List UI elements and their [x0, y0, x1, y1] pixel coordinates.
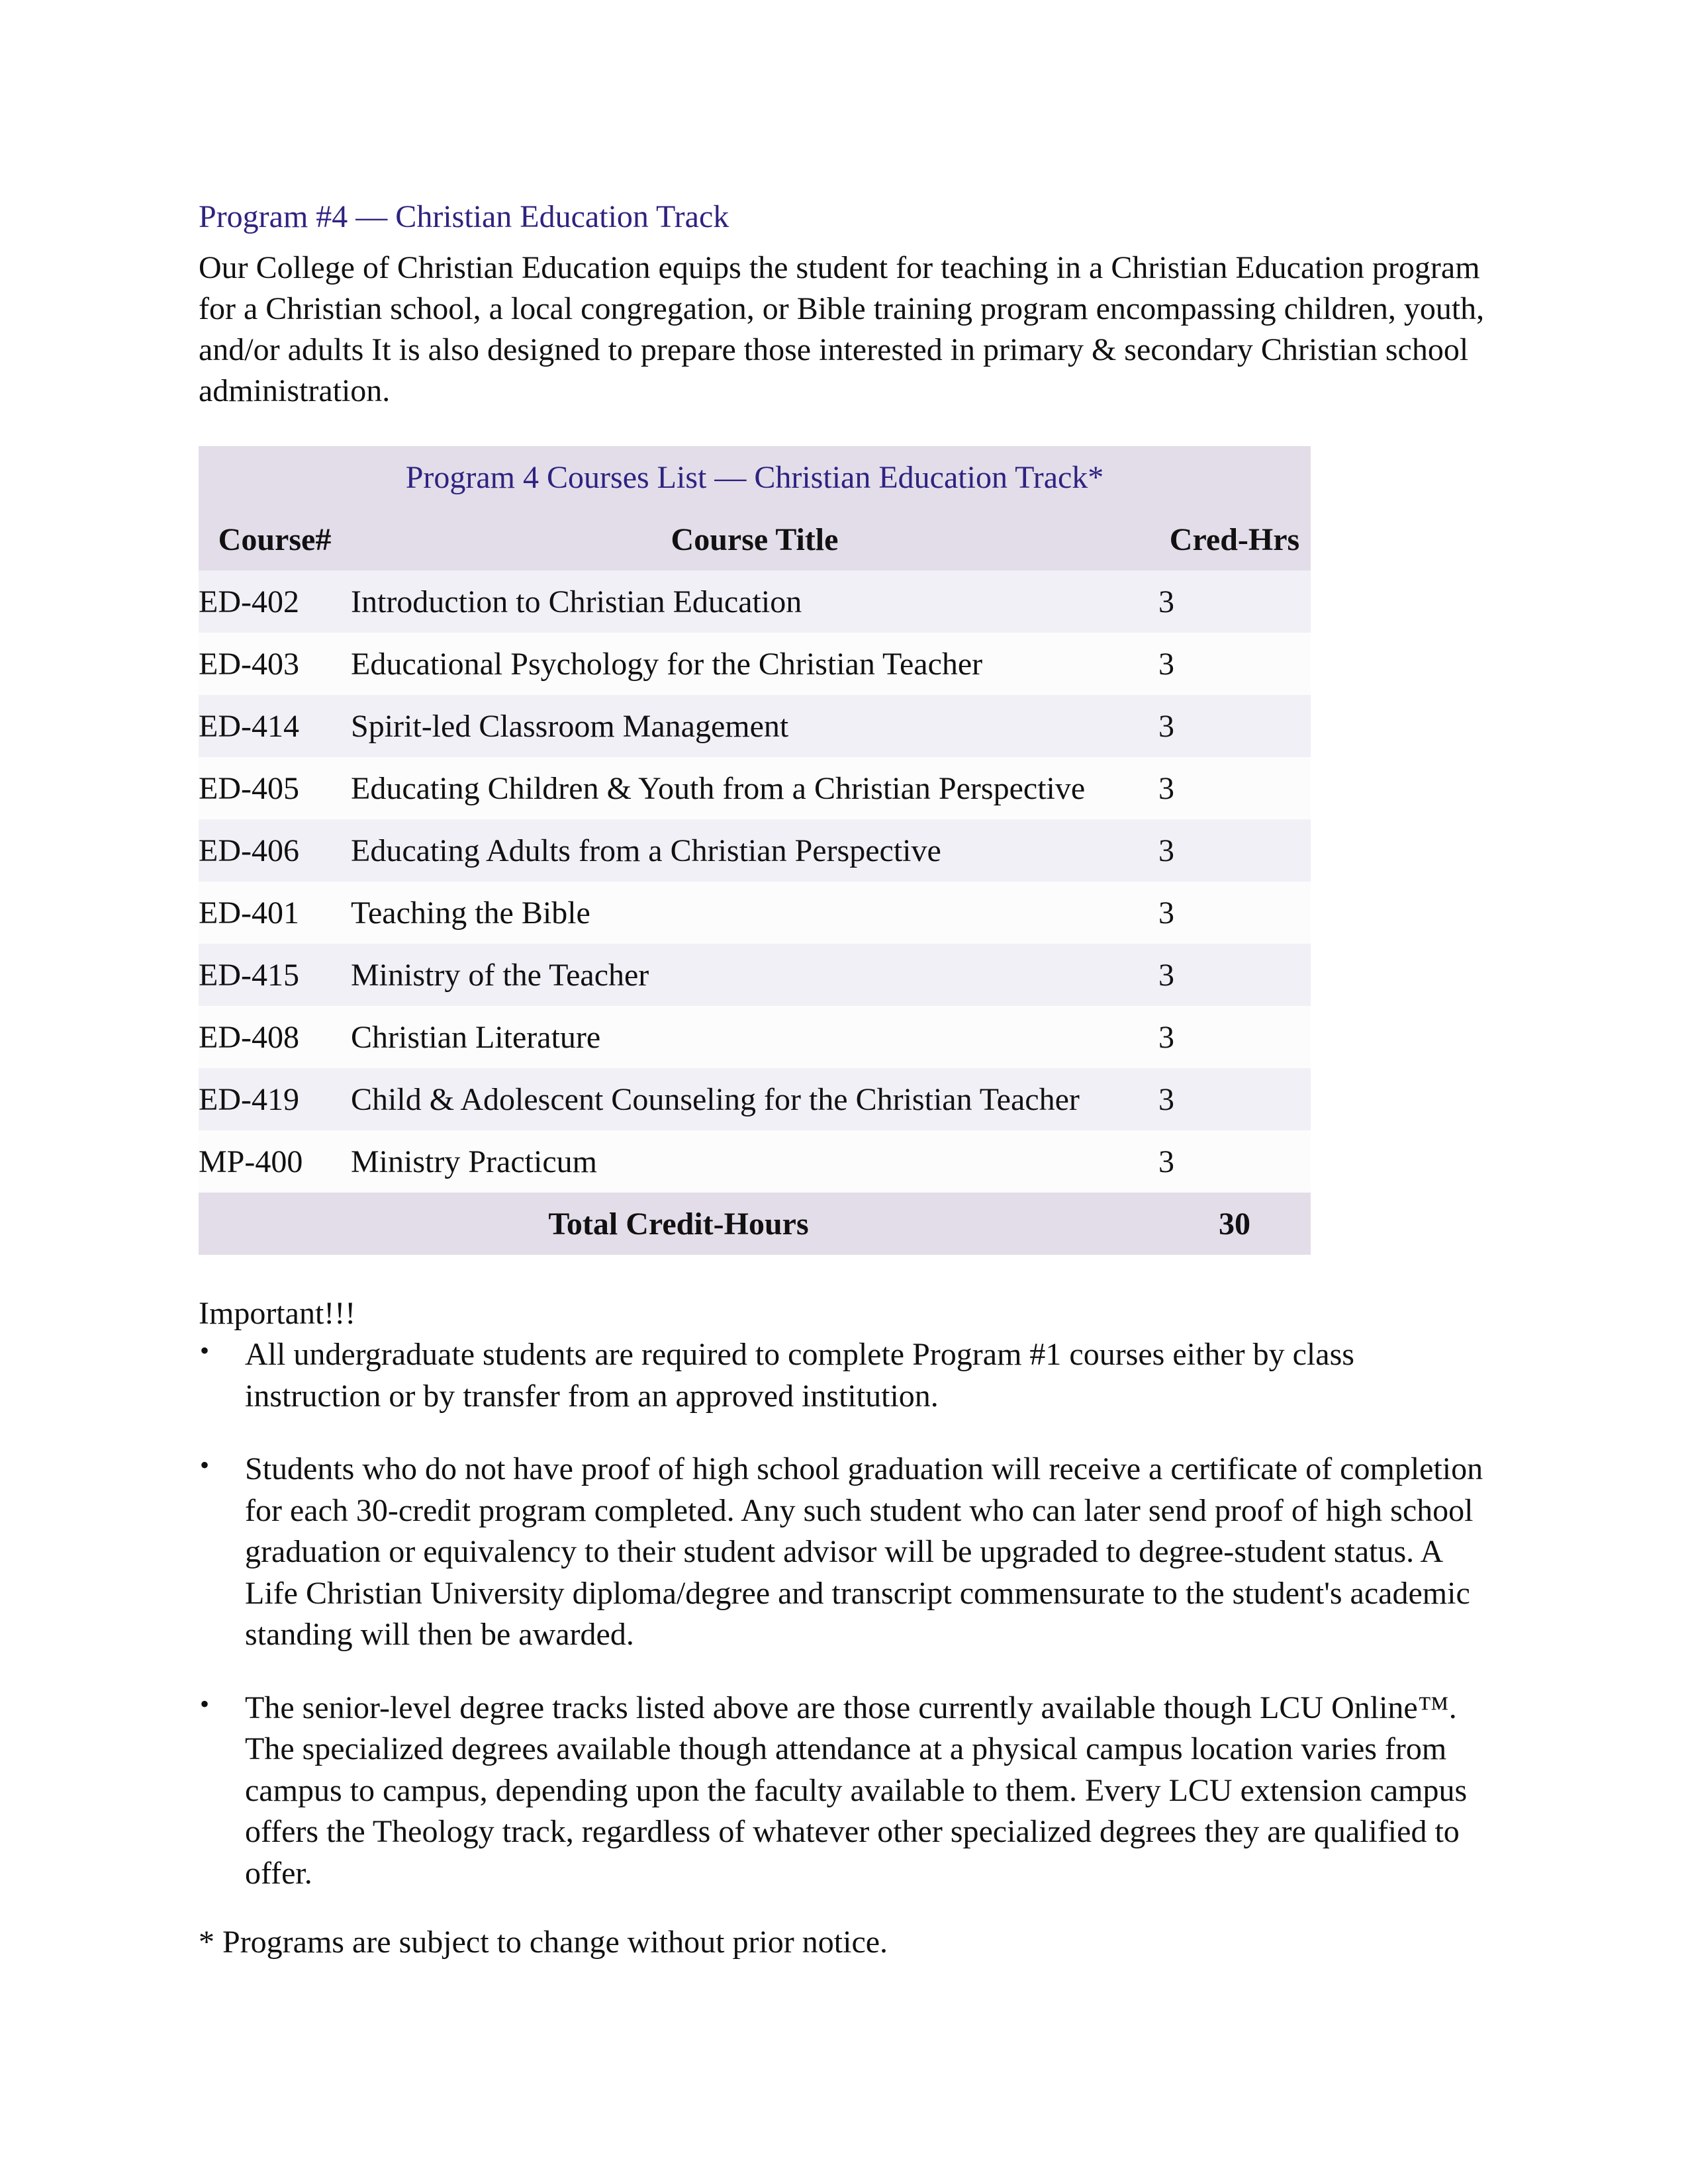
column-header-course-number: Course#: [199, 508, 351, 570]
bullet-icon: •: [200, 1688, 210, 1719]
table-row: [199, 1130, 1311, 1193]
course-number: ED-414: [199, 695, 351, 757]
table-total-row: [199, 1193, 1311, 1255]
footnote: * Programs are subject to change without prior notice.: [199, 1925, 888, 1960]
total-credit-hours-label: Total Credit-Hours: [199, 1193, 1158, 1255]
course-title: Ministry Practicum: [351, 1130, 1158, 1193]
course-credits: 3: [1158, 819, 1311, 882]
course-credits: 3: [1158, 1130, 1311, 1193]
list-item: [199, 1449, 1496, 1656]
course-credits: 3: [1158, 757, 1311, 819]
course-number: ED-415: [199, 944, 351, 1006]
course-credits: 3: [1158, 633, 1311, 695]
course-title: Educating Children & Youth from a Christian Perspective: [351, 757, 1158, 819]
course-number: ED-406: [199, 819, 351, 882]
courses-table: [199, 446, 1311, 1255]
course-title: Christian Literature: [351, 1006, 1158, 1068]
table-row: [199, 570, 1311, 633]
course-title: Educational Psychology for the Christian Teacher: [351, 633, 1158, 695]
course-title: Ministry of the Teacher: [351, 944, 1158, 1006]
note-text: The senior-level degree tracks listed above are those currently available though LCU Online™. The specialized degrees available though attendance at a physical campus location varies from campus to campus, depending upon the faculty available to them. Every LCU extension campus offers the Theology track, regardless of whatever other specialized degrees they are qualified to offer.: [245, 1690, 1468, 1891]
course-number: ED-402: [199, 570, 351, 633]
course-number: ED-405: [199, 757, 351, 819]
course-credits: 3: [1158, 944, 1311, 1006]
table-row: [199, 695, 1311, 757]
bullet-icon: •: [200, 1336, 210, 1365]
course-credits: 3: [1158, 570, 1311, 633]
course-title: Teaching the Bible: [351, 882, 1158, 944]
list-item: [199, 1334, 1496, 1417]
course-credits: 3: [1158, 882, 1311, 944]
table-row: [199, 1068, 1311, 1130]
column-header-course-title: Course Title: [351, 508, 1158, 570]
table-row: [199, 944, 1311, 1006]
table-row: [199, 757, 1311, 819]
course-title: Spirit-led Classroom Management: [351, 695, 1158, 757]
course-title: Child & Adolescent Counseling for the Christian Teacher: [351, 1068, 1158, 1130]
list-item: [199, 1688, 1496, 1895]
table-header-row: [199, 508, 1311, 570]
table-row: [199, 882, 1311, 944]
course-number: MP-400: [199, 1130, 351, 1193]
table-row: [199, 819, 1311, 882]
table-caption-row: [199, 446, 1311, 508]
document-page: [199, 196, 1496, 1963]
course-credits: 3: [1158, 1068, 1311, 1130]
important-label: Important!!!: [199, 1296, 356, 1331]
table-caption: Program 4 Courses List — Christian Education Track*: [199, 446, 1311, 508]
important-notes-list: [199, 1334, 1496, 1894]
course-title: Educating Adults from a Christian Perspective: [351, 819, 1158, 882]
column-header-credit-hours: Cred-Hrs: [1158, 508, 1311, 570]
program-intro: Our College of Christian Education equips the student for teaching in a Christian Education program for a Christian school, a local congregation, or Bible training program encompassing children, youth, and/or adults It is also designed to prepare those interested in primary & secondary Christian school administration.: [199, 250, 1485, 408]
course-number: ED-401: [199, 882, 351, 944]
course-number: ED-408: [199, 1006, 351, 1068]
course-credits: 3: [1158, 695, 1311, 757]
course-number: ED-403: [199, 633, 351, 695]
course-credits: 3: [1158, 1006, 1311, 1068]
course-number: ED-419: [199, 1068, 351, 1130]
note-text: All undergraduate students are required to complete Program #1 courses either by class instruction or by transfer from an approved institution.: [245, 1337, 1354, 1414]
table-row: [199, 633, 1311, 695]
bullet-icon: •: [200, 1450, 210, 1480]
course-title: Introduction to Christian Education: [351, 570, 1158, 633]
total-credit-hours-value: 30: [1158, 1193, 1311, 1255]
table-row: [199, 1006, 1311, 1068]
program-heading: Program #4 — Christian Education Track: [199, 199, 729, 234]
note-text: Students who do not have proof of high school graduation will receive a certificate of completion for each 30-credit program completed. Any such student who can later send proof of high school graduation or equivalency to their student advisor will be upgraded to degree-student status. A Life Christian University diploma/degree and transcript commensurate to the student's academic standing will then be awarded.: [245, 1451, 1483, 1652]
